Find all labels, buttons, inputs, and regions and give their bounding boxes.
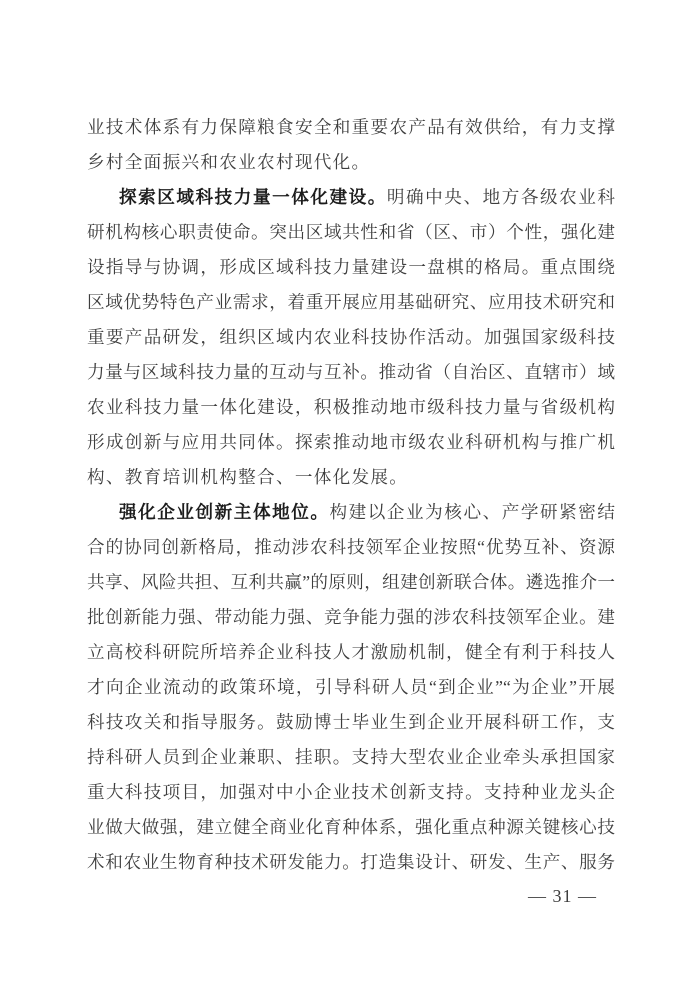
paragraph-heading-segment: 探索区域科技力量一体化建设。 <box>119 187 387 207</box>
paragraph-text-segment: 研机构核心职责使命。突出区域共性和省（区、市）个性，强化建 <box>87 222 615 242</box>
paragraph-text-segment: 力量与区域科技力量的互动与互补。推动省（自治区、直辖市）域 <box>87 362 615 382</box>
text-line-6 <box>87 285 615 320</box>
text-line-8 <box>87 355 615 390</box>
text-line-12 <box>87 495 615 530</box>
text-line-2 <box>87 145 615 180</box>
paragraph-text-segment: 乡村全面振兴和农业农村现代化。 <box>87 152 371 172</box>
paragraph-text-segment: 区域优势特色产业需求，着重开展应用基础研究、应用技术研究和 <box>87 292 615 312</box>
paragraph-text-segment: 科技攻关和指导服务。鼓励博士毕业生到企业开展科研工作，支 <box>87 712 615 732</box>
text-line-15 <box>87 600 615 635</box>
paragraph-text-segment: 立高校科研院所培养企业科技人才激励机制，健全有利于科技人 <box>87 642 615 662</box>
text-line-10 <box>87 425 615 460</box>
paragraph-text-segment: 构建以企业为核心、产学研紧密结 <box>329 502 615 522</box>
paragraph-text-segment: 重要产品研发，组织区域内农业科技协作活动。加强国家级科技 <box>87 327 615 347</box>
text-line-5 <box>87 250 615 285</box>
text-line-11 <box>87 460 615 495</box>
document-body <box>87 110 615 880</box>
text-line-1 <box>87 110 615 145</box>
paragraph-text-segment: 业技术体系有力保障粮食安全和重要农产品有效供给，有力支撑 <box>87 117 615 137</box>
text-line-17 <box>87 670 615 705</box>
paragraph-text-segment: 明确中央、地方各级农业科 <box>386 187 615 207</box>
text-line-7 <box>87 320 615 355</box>
text-line-20 <box>87 775 615 810</box>
paragraph-text-segment: 批创新能力强、带动能力强、竞争能力强的涉农科技领军企业。建 <box>87 607 615 627</box>
text-line-4 <box>87 215 615 250</box>
paragraph-text-segment: 持科研人员到企业兼职、挂职。支持大型农业企业牵头承担国家 <box>87 747 615 767</box>
paragraph-heading-segment: 强化企业创新主体地位。 <box>119 502 330 522</box>
text-line-19 <box>87 740 615 775</box>
text-line-9 <box>87 390 615 425</box>
page-number: — 31 — <box>528 886 597 906</box>
paragraph-text-segment: 才向企业流动的政策环境，引导科研人员“到企业”“为企业”开展 <box>87 677 615 697</box>
paragraph-text-segment: 农业科技力量一体化建设，积极推动地市级科技力量与省级机构 <box>87 397 615 417</box>
paragraph-text-segment: 合的协同创新格局，推动涉农科技领军企业按照“优势互补、资源 <box>87 537 615 557</box>
paragraph-text-segment: 业做大做强，建立健全商业化育种体系，强化重点种源关键核心技 <box>87 817 615 837</box>
paragraph-text-segment: 设指导与协调，形成区域科技力量建设一盘棋的格局。重点围绕 <box>87 257 615 277</box>
paragraph-text-segment: 构、教育培训机构整合、一体化发展。 <box>87 467 409 487</box>
paragraph-text-segment: 共享、风险共担、互利共赢”的原则，组建创新联合体。遴选推介一 <box>87 572 615 592</box>
text-line-13 <box>87 530 615 565</box>
text-line-21 <box>87 810 615 845</box>
text-line-3 <box>87 180 615 215</box>
text-line-14 <box>87 565 615 600</box>
text-line-18 <box>87 705 615 740</box>
paragraph-text-segment: 形成创新与应用共同体。探索推动地市级农业科研机构与推广机 <box>87 432 615 452</box>
paragraph-text-segment: 重大科技项目，加强对中小企业技术创新支持。支持种业龙头企 <box>87 782 615 802</box>
text-line-16 <box>87 635 615 670</box>
text-line-22 <box>87 845 615 880</box>
paragraph-text-segment: 术和农业生物育种技术研发能力。打造集设计、研发、生产、服务 <box>87 852 615 872</box>
